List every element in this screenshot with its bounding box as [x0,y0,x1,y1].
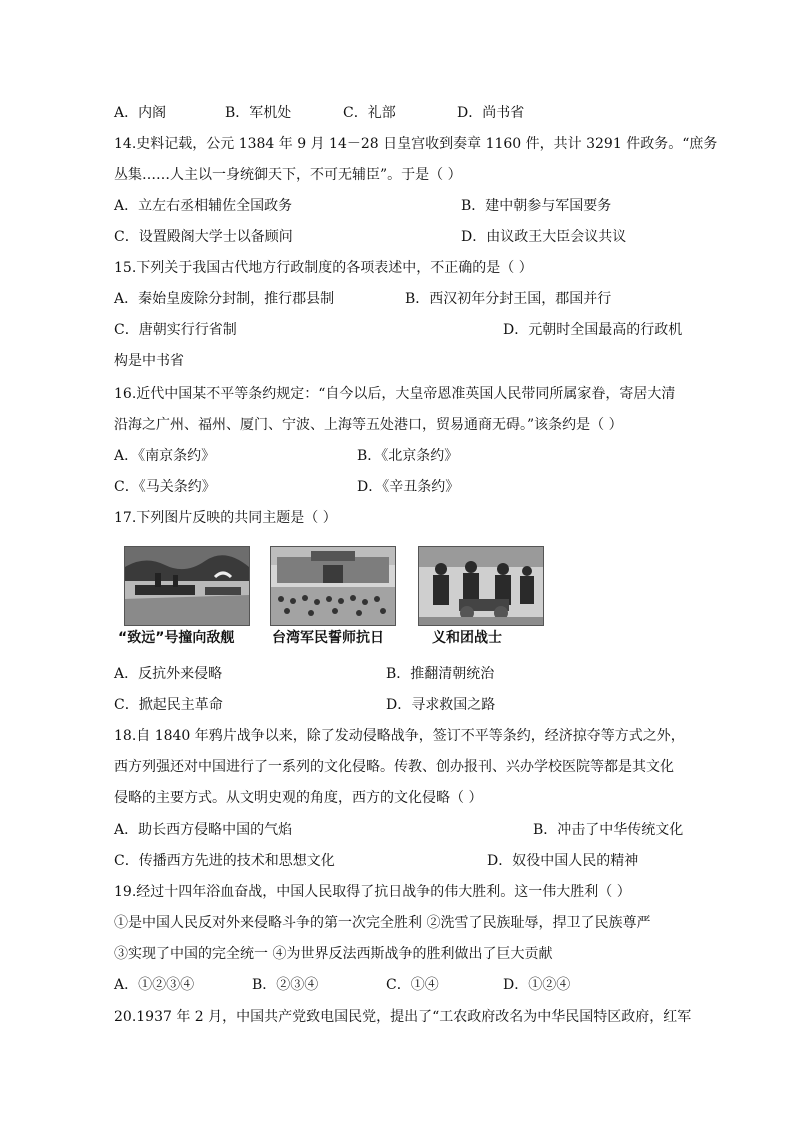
q19-items-line1: ①是中国人民反对外来侵略斗争的第一次完全胜利 ②洗雪了民族耻辱，捍卫了民族尊严 [114,915,651,931]
q19-items-line2: ③实现了中国的完全统一 ④为世界反法西斯战争的胜利做出了巨大贡献 [114,946,553,962]
figure-caption-zhiyuan: “致远”号撞向敌舰 [118,630,235,646]
q15-option-a: A．秦始皇废除分封制，推行郡县制 [114,291,335,307]
q19-stem: 19.经过十四年浴血奋战，中国人民取得了抗日战争的伟大胜利。这一伟大胜利（ ） [114,884,631,900]
q17-option-c: C．掀起民主革命 [114,697,223,713]
zhiyuan-ship-photo [124,546,250,626]
q19-option-d: D．①②④ [503,977,571,993]
q16-option-a: A．《南京条约》 [114,448,216,464]
boxer-fighters-photo [418,546,544,626]
q14-option-a: A．立左右丞相辅佐全国政务 [114,198,293,214]
figure-caption-taiwan: 台湾军民誓师抗日 [272,630,384,646]
q19-option-c: C．①④ [386,977,439,993]
q18-stem-line1: 18.自 1840 年鸦片战争以来，除了发动侵略战争，签订不平等条约，经济掠夺等方式之外， [114,728,685,744]
q18-option-a: A．助长西方侵略中国的气焰 [114,822,293,838]
q14-option-d: D．由议政王大臣会议共议 [461,229,627,245]
q18-option-c: C．传播西方先进的技术和思想文化 [114,853,335,869]
q16-option-d: D．《辛丑条约》 [357,479,460,495]
q14-option-c: C．设置殿阁大学士以备顾问 [114,229,293,245]
q16-option-b: B．《北京条约》 [357,448,459,464]
figure-caption-boxers: 义和团战士 [432,630,502,646]
q14-option-b: B．建中朝参与军国要务 [461,198,612,214]
taiwan-rally-photo [270,546,396,626]
q15-option-d: D．元朝时全国最高的行政机 [503,322,683,338]
q17-stem: 17.下列图片反映的共同主题是（ ） [114,510,337,526]
q14-stem-line2: 丛集……人主以一身统御天下，不可无辅臣”。于是（ ） [114,167,462,183]
q16-stem-line2: 沿海之广州、福州、厦门、宁波、上海等五处港口，贸易通商无碍。”该条约是（ ） [114,417,623,433]
q16-option-c: C．《马关条约》 [114,479,216,495]
q18-stem-line3: 侵略的主要方式。从文明史观的角度，西方的文化侵略（ ） [114,790,483,806]
q15-option-d-continuation: 构是中书省 [114,353,184,369]
q19-option-a: A．①②③④ [114,977,195,993]
q14-stem-line1: 14.史料记载，公元 1384 年 9 月 14－28 日皇宫收到奏章 1160 件，共计 3291 件政务。“庶务 [114,136,718,152]
q17-option-b: B．推翻清朝统治 [386,666,495,682]
q17-option-a: A．反抗外来侵略 [114,666,223,682]
q18-option-d: D．奴役中国人民的精神 [487,853,639,869]
q16-stem-line1: 16.近代中国某不平等条约规定：“自今以后，大皇帝恩准英国人民带同所属家眷，寄居大清 [114,386,676,402]
q19-option-b: B．②③④ [252,977,319,993]
q18-option-b: B．冲击了中华传统文化 [533,822,684,838]
q13-option-c: C．礼部 [343,105,396,121]
q13-option-b: B．军机处 [225,105,292,121]
q15-option-b: B．西汉初年分封王国，郡国并行 [405,291,612,307]
q20-stem-line1: 20.1937 年 2 月，中国共产党致电国民党，提出了“工农政府改名为中华民国特区政府，红军 [114,1009,692,1025]
q13-option-d: D．尚书省 [457,105,525,121]
q15-option-c: C．唐朝实行行省制 [114,322,237,338]
q15-stem: 15.下列关于我国古代地方行政制度的各项表述中，不正确的是（ ） [114,260,533,276]
q17-option-d: D．寻求救国之路 [386,697,496,713]
q18-stem-line2: 西方列强还对中国进行了一系列的文化侵略。传教、创办报刊、兴办学校医院等都是其文化 [114,759,674,775]
q13-option-a: A．内阁 [114,105,167,121]
